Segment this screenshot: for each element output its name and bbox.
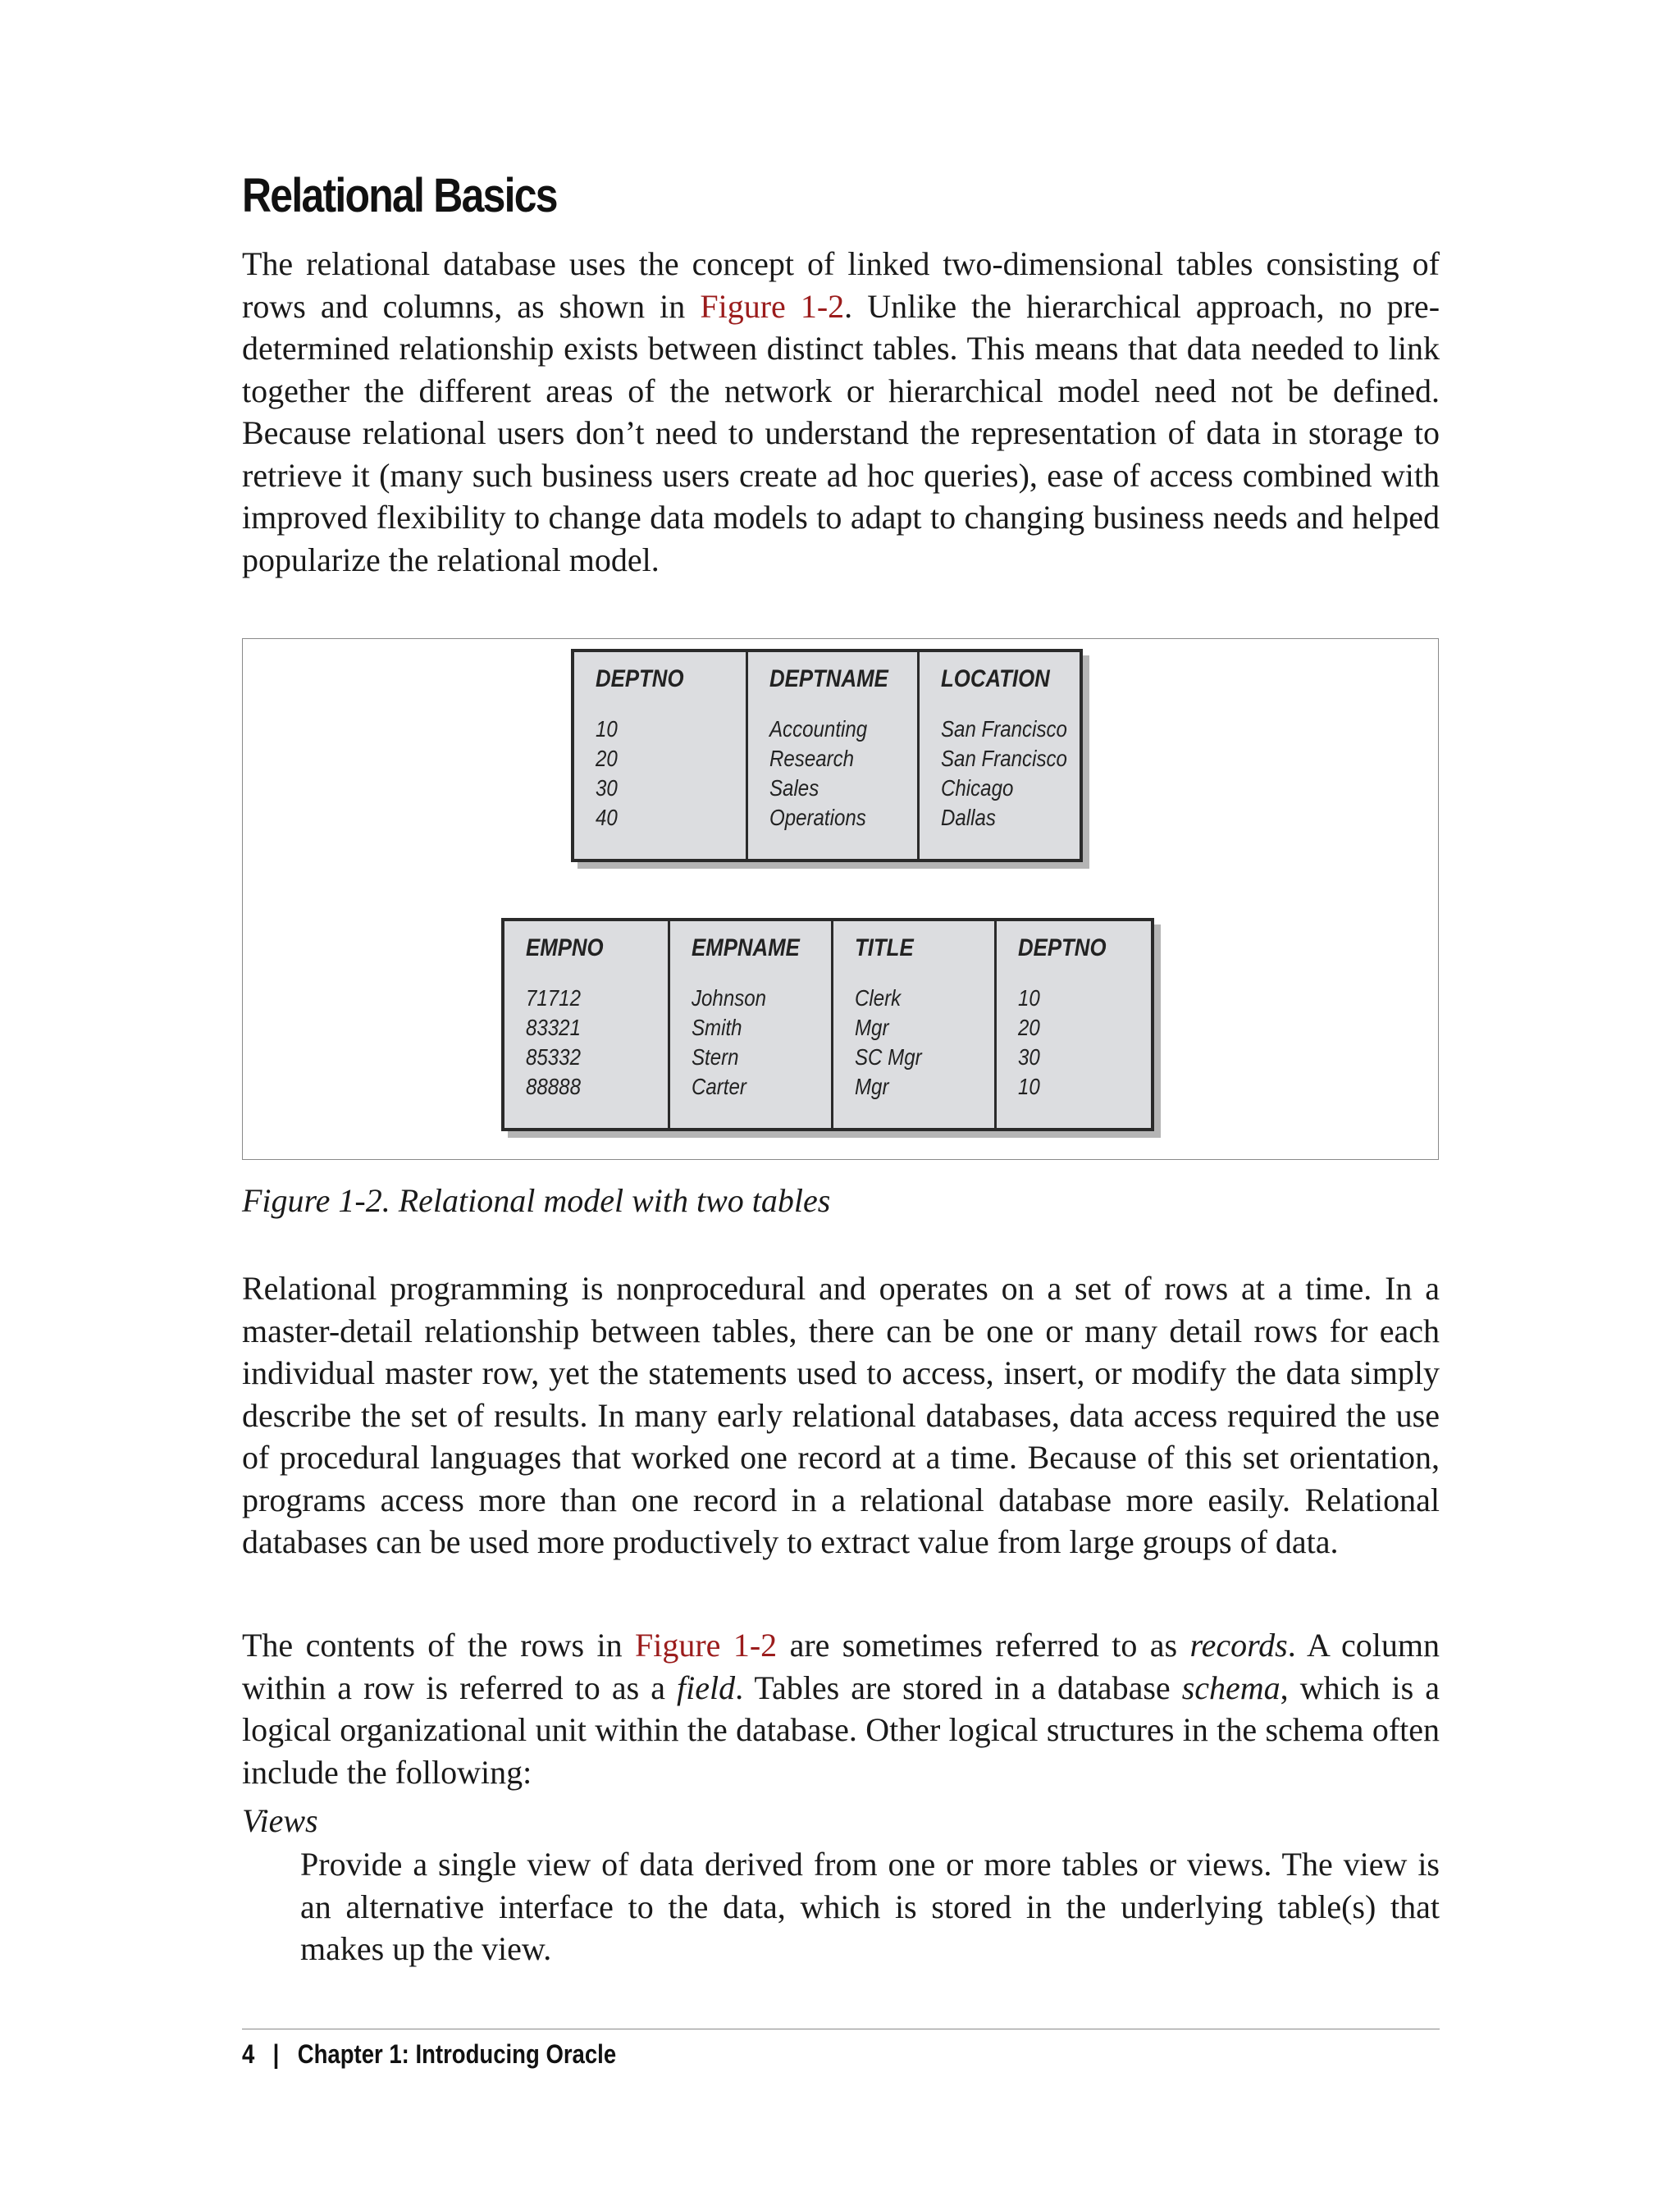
table-cell: 10 <box>1018 1074 1040 1099</box>
column-header: TITLE <box>855 934 914 961</box>
emp-table <box>501 918 1154 1131</box>
table-cell: Operations <box>769 805 866 830</box>
figure-frame <box>242 638 1439 1160</box>
table-cell: Stern <box>692 1044 739 1070</box>
dept-col-location <box>917 652 1080 859</box>
emp-col-empno <box>504 921 668 1128</box>
body-paragraph-programming: Relational programming is nonprocedural and operates on a set of rows at a time. In a master-detail relationship between tables, there can be one or many detail rows for each individual master row, yet the statements used to access, insert, or modify the data simply describe the set of results. In many early relational databases, data access required the use of procedural languages that worked one record at a time. Because of this set orientation, programs access more than one record in a relational database more easily. Relational databases can be used more productively to extract value from large groups of data. <box>242 1270 1440 1560</box>
table-cell: 85332 <box>526 1044 581 1070</box>
table-cell: Mgr <box>855 1074 889 1099</box>
table-cell: 10 <box>596 716 618 742</box>
table-cell: Sales <box>769 775 819 801</box>
table-cell: Research <box>769 746 855 771</box>
chapter-title: Chapter 1: Introducing Oracle <box>297 2039 617 2069</box>
table-cell: Carter <box>692 1074 746 1099</box>
table-cell: Clerk <box>855 985 902 1011</box>
figure-link[interactable]: Figure 1-2 <box>635 1627 778 1664</box>
term-field: field <box>677 1669 736 1706</box>
column-header: DEPTNO <box>1018 934 1107 961</box>
emp-col-empname <box>668 921 833 1128</box>
table-cell: Accounting <box>769 716 868 742</box>
table-cell: 30 <box>596 775 618 801</box>
term-schema: schema <box>1181 1669 1281 1706</box>
table-cell: Johnson <box>692 985 767 1011</box>
table-cell: 20 <box>1018 1015 1040 1040</box>
emp-col-deptno <box>994 921 1151 1128</box>
figure-caption: Figure 1-2. Relational model with two tables <box>242 1182 831 1219</box>
section-heading: Relational Basics <box>242 169 557 222</box>
table-cell: Dallas <box>941 805 996 830</box>
body-paragraph-records: The contents of the rows in Figure 1-2 are sometimes referred to as records. A column within a row is referred to as a field. Tables are stored in a database schema, which is a logical organizational unit within the database. Other logical structures in the schema often include the following: <box>242 1627 1440 1791</box>
definition-term: Views <box>242 1802 318 1839</box>
table-cell: 71712 <box>526 985 581 1011</box>
table-cell: 30 <box>1018 1044 1040 1070</box>
table-cell: SC Mgr <box>855 1044 922 1070</box>
page-number: 4 <box>242 2039 255 2069</box>
column-header: DEPTNAME <box>769 665 888 692</box>
table-cell: San Francisco <box>941 746 1067 771</box>
dept-col-deptname <box>746 652 920 859</box>
footer-separator: | <box>272 2039 280 2069</box>
dept-col-deptno <box>574 652 746 859</box>
column-header: DEPTNO <box>596 665 684 692</box>
emp-col-title <box>831 921 997 1128</box>
definition-text: Provide a single view of data derived from one or more tables or views. The view is an alternative interface to the data, which is stored in the underlying table(s) that makes up the view. <box>300 1846 1440 1967</box>
table-cell: 83321 <box>526 1015 581 1040</box>
column-header: EMPNAME <box>692 934 800 961</box>
column-header: LOCATION <box>941 665 1050 692</box>
term-records: records <box>1189 1627 1288 1664</box>
table-cell: Mgr <box>855 1015 889 1040</box>
dept-table <box>571 649 1083 862</box>
table-cell: 40 <box>596 805 618 830</box>
table-cell: 10 <box>1018 985 1040 1011</box>
intro-paragraph: The relational database uses the concept of linked two-dimensional tables consisting of rows and columns, as shown in Figure 1-2. Unlike the hierarchical approach, no predetermined relationship exists between distinct tables. This means that data needed to link together the different areas of the network or hierarchical model need not be defined. Because relational users don’t need to understand the representation of data in storage to retrieve it (many such business users create ad hoc queries), ease of access combined with improved flexibility to change data models to adapt to changing business needs and helped popularize the relational model. <box>242 245 1440 578</box>
table-cell: Chicago <box>941 775 1014 801</box>
table-cell: Smith <box>692 1015 742 1040</box>
table-cell: 88888 <box>526 1074 581 1099</box>
column-header: EMPNO <box>526 934 604 961</box>
page-footer <box>242 2039 616 2070</box>
table-cell: San Francisco <box>941 716 1067 742</box>
table-cell: 20 <box>596 746 618 771</box>
figure-link[interactable]: Figure 1-2 <box>700 287 845 325</box>
